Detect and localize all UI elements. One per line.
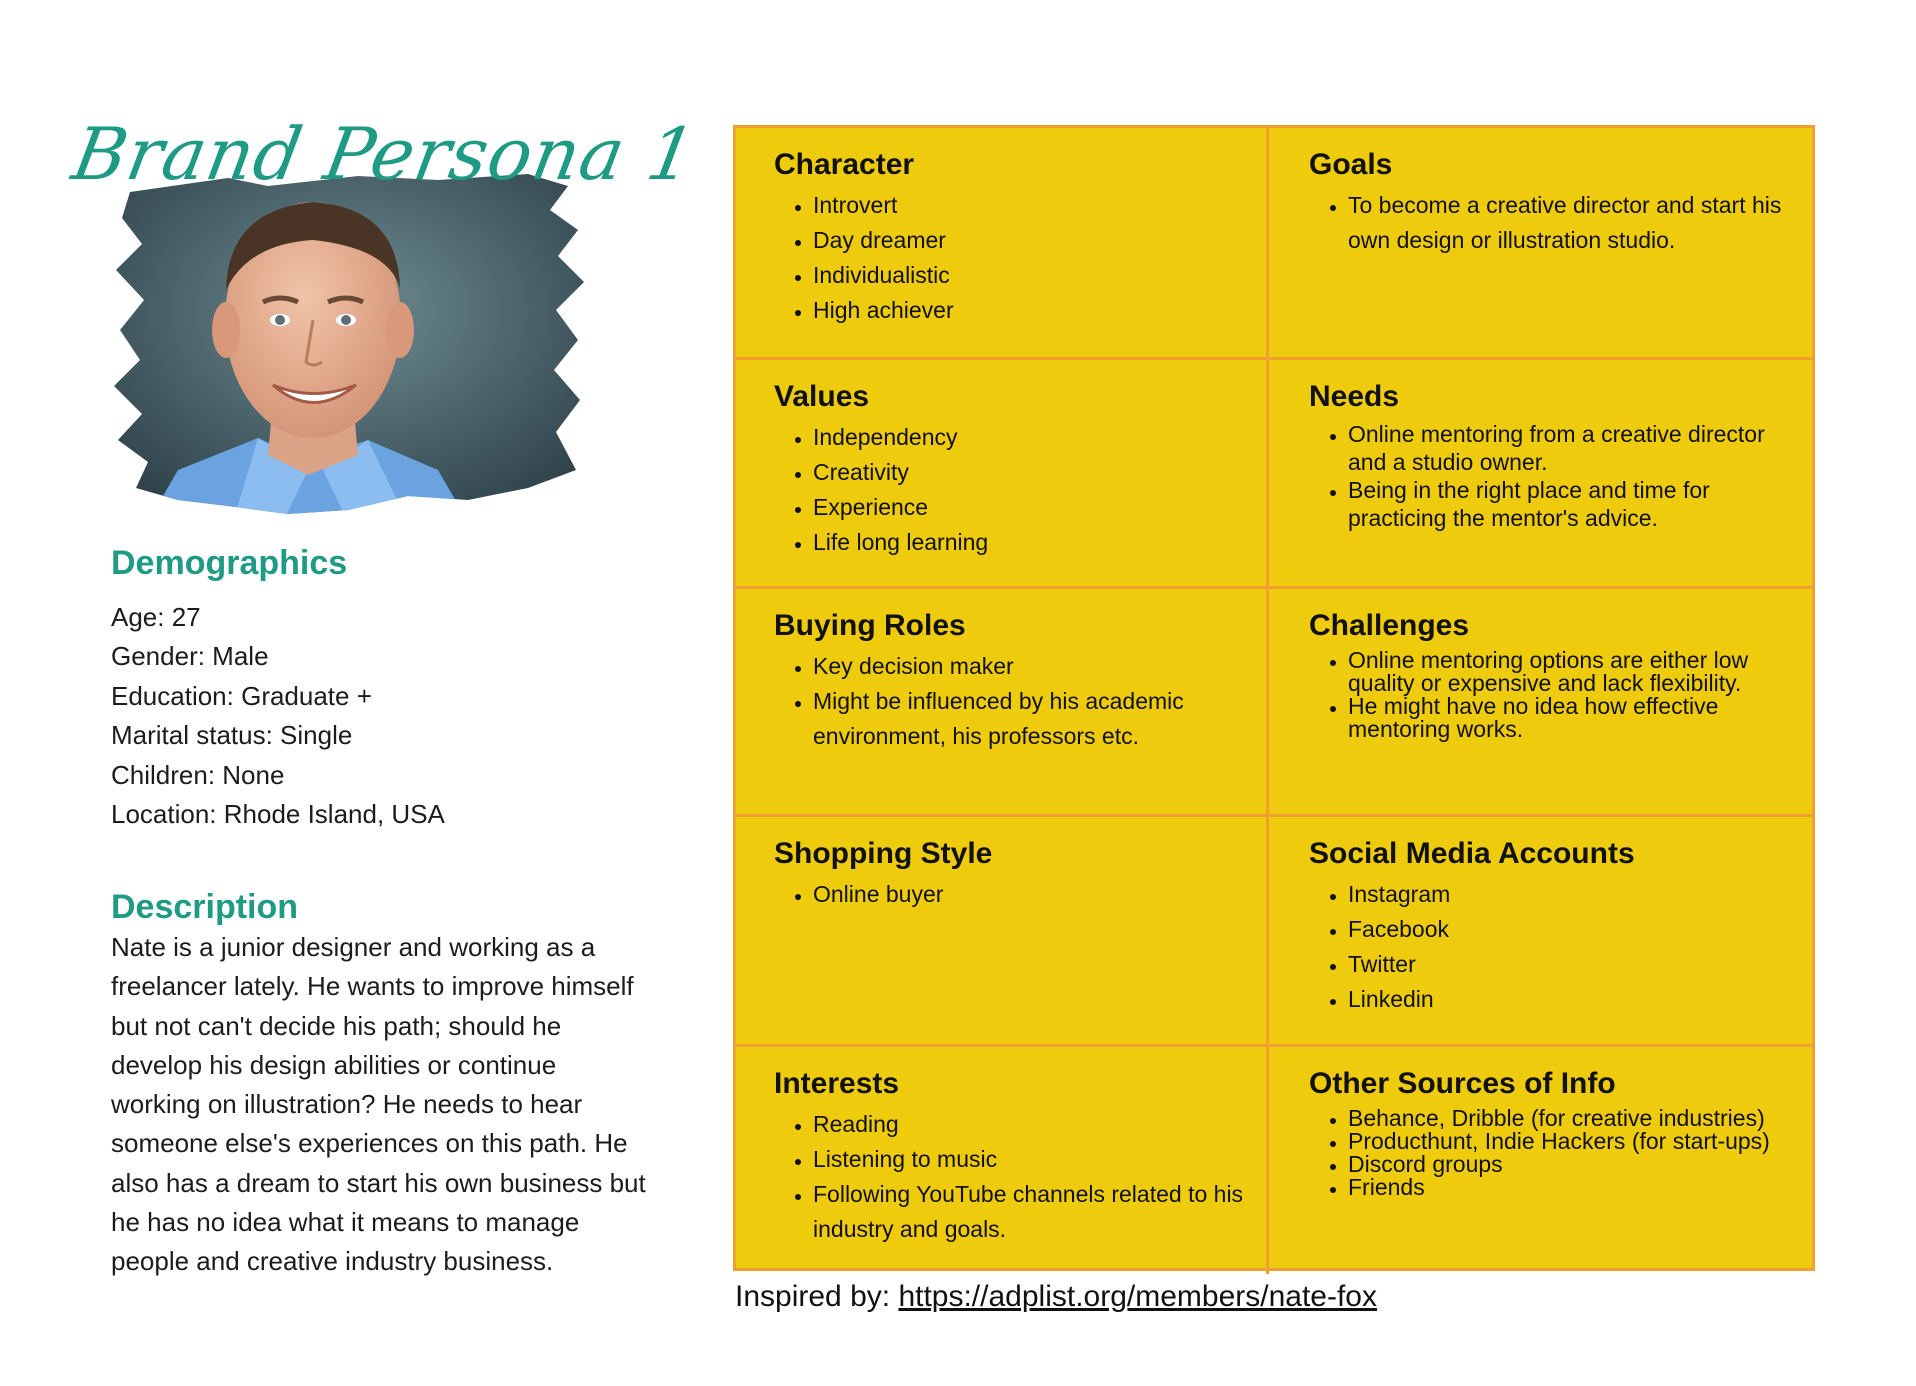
card-goals	[1269, 128, 1812, 360]
list-item: • He might have no idea how effective mentoring works.	[1348, 695, 1792, 741]
list-item: • Life long learning	[813, 525, 1246, 560]
list-item: • Key decision maker	[813, 649, 1246, 684]
card-shopping-style	[736, 817, 1269, 1047]
card-list	[774, 649, 1246, 754]
demographics-list	[111, 598, 445, 834]
list-item: • Independency	[813, 420, 1246, 455]
card-title: Social Media Accounts	[1309, 837, 1635, 870]
card-list	[1309, 1107, 1792, 1199]
card-challenges	[1269, 589, 1812, 817]
persona-photo-image	[108, 170, 590, 522]
card-needs	[1269, 360, 1812, 589]
card-buying-roles	[736, 589, 1269, 817]
card-title: Character	[774, 148, 915, 181]
demographics-age: Age: 27	[111, 602, 201, 632]
card-title: Buying Roles	[774, 609, 966, 642]
description-text: Nate is a junior designer and working as a freelancer lately. He wants to improve himself but not can't decide his path; should he develop his design abilities or continue working on illustration? He needs to hear someone else's experiences on this path. He also has a dream to start his own business but he has no idea what it means to manage people and creative industry business.	[111, 932, 646, 1277]
card-title: Other Sources of Info	[1309, 1067, 1616, 1100]
list-item: • Instagram	[1348, 877, 1792, 912]
demographics-children: Children: None	[111, 759, 285, 790]
list-item: • Twitter	[1348, 947, 1792, 982]
list-item: • Facebook	[1348, 912, 1792, 947]
list-item: • Listening to music	[813, 1142, 1246, 1177]
list-item: • High achiever	[813, 293, 1246, 328]
list-item: • To become a creative director and start his own design or illustration studio.	[1348, 188, 1792, 258]
demographics-education: Education: Graduate +	[111, 680, 372, 711]
list-item: • Friends	[1348, 1176, 1792, 1199]
card-list	[1309, 649, 1792, 741]
card-character	[736, 128, 1269, 360]
list-item: • Following YouTube channels related to his industry and goals.	[813, 1177, 1246, 1247]
list-item: • Introvert	[813, 188, 1246, 223]
card-title: Interests	[774, 1067, 900, 1100]
list-item: • Experience	[813, 490, 1246, 525]
card-title: Goals	[1309, 148, 1393, 181]
list-item: • Being in the right place and time for practicing the mentor's advice.	[1348, 476, 1792, 532]
card-interests	[736, 1047, 1269, 1274]
list-item: • Creativity	[813, 455, 1246, 490]
list-item: • Individualistic	[813, 258, 1246, 293]
list-item: • Day dreamer	[813, 223, 1246, 258]
card-list	[774, 877, 1246, 912]
card-list	[774, 188, 1246, 328]
list-item: • Producthunt, Indie Hackers (for start-ups)	[1348, 1130, 1792, 1153]
card-other-sources-of-info	[1269, 1047, 1812, 1274]
card-list	[774, 420, 1246, 560]
card-list	[1309, 420, 1792, 532]
persona-photo	[108, 170, 590, 522]
credit-label: Inspired by:	[735, 1280, 891, 1313]
list-item: • Online buyer	[813, 877, 1246, 912]
list-item: • Reading	[813, 1107, 1246, 1142]
demographics-location: Location: Rhode Island, USA	[111, 799, 445, 830]
card-title: Challenges	[1309, 609, 1470, 642]
page-title: Brand Persona 1	[66, 112, 703, 196]
credit-link[interactable]: https://adplist.org/members/nate-fox	[898, 1280, 1377, 1313]
credit-line	[735, 1280, 1377, 1314]
list-item: • Online mentoring from a creative director and a studio owner.	[1348, 420, 1792, 476]
description-heading: Description	[111, 888, 299, 926]
list-item: • Might be influenced by his academic environment, his professors etc.	[813, 684, 1246, 754]
demographics-heading: Demographics	[111, 544, 348, 582]
list-item: • Online mentoring options are either low quality or expensive and lack flexibility.	[1348, 649, 1792, 695]
list-item: • Discord groups	[1348, 1153, 1792, 1176]
card-list	[1309, 877, 1792, 1017]
demographics-marital-status: Marital status: Single	[111, 720, 353, 751]
card-values	[736, 360, 1269, 589]
card-title: Values	[774, 380, 870, 413]
card-title: Needs	[1309, 380, 1400, 413]
card-list	[1309, 188, 1792, 258]
list-item: • Linkedin	[1348, 982, 1792, 1017]
list-item: • Behance, Dribble (for creative industries)	[1348, 1107, 1792, 1130]
card-title: Shopping Style	[774, 837, 993, 870]
demographics-gender: Gender: Male	[111, 641, 269, 672]
card-list	[774, 1107, 1246, 1247]
card-social-media-accounts	[1269, 817, 1812, 1047]
persona-cards-grid	[733, 125, 1815, 1271]
